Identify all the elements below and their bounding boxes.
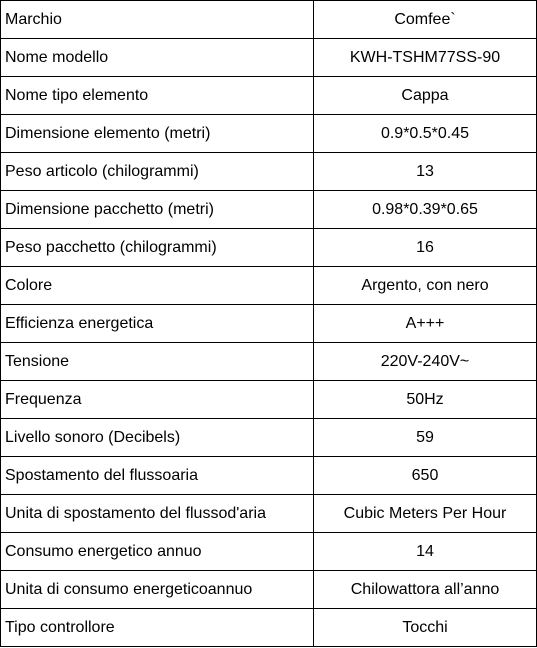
table-row <box>1 609 537 647</box>
row-label: Consumo energetico annuo <box>1 533 314 571</box>
table-row <box>1 305 537 343</box>
row-value: 50Hz <box>314 381 537 419</box>
row-label: Nome modello <box>1 39 314 77</box>
row-label: Frequenza <box>1 381 314 419</box>
row-value: A+++ <box>314 305 537 343</box>
table-row <box>1 495 537 533</box>
row-value: Chilowattora all’anno <box>314 571 537 609</box>
row-label: Tensione <box>1 343 314 381</box>
table-row <box>1 77 537 115</box>
row-label: Dimensione elemento (metri) <box>1 115 314 153</box>
table-row <box>1 381 537 419</box>
row-label: Efficienza energetica <box>1 305 314 343</box>
row-value: 650 <box>314 457 537 495</box>
table-row <box>1 1 537 39</box>
table-row <box>1 115 537 153</box>
table-row <box>1 153 537 191</box>
row-value: 220V-240V~ <box>314 343 537 381</box>
row-value: Cubic Meters Per Hour <box>314 495 537 533</box>
row-label: Livello sonoro (Decibels) <box>1 419 314 457</box>
row-value: Cappa <box>314 77 537 115</box>
row-value: 59 <box>314 419 537 457</box>
row-label: Colore <box>1 267 314 305</box>
row-label: Spostamento del flussoaria <box>1 457 314 495</box>
row-label: Marchio <box>1 1 314 39</box>
table-row <box>1 533 537 571</box>
table-row <box>1 191 537 229</box>
spec-table-body <box>1 1 537 647</box>
table-row <box>1 343 537 381</box>
row-value: KWH-TSHM77SS-90 <box>314 39 537 77</box>
table-row <box>1 457 537 495</box>
row-value: 0.9*0.5*0.45 <box>314 115 537 153</box>
row-label: Peso pacchetto (chilogrammi) <box>1 229 314 267</box>
row-label: Unita di consumo energeticoannuo <box>1 571 314 609</box>
table-row <box>1 39 537 77</box>
row-label: Nome tipo elemento <box>1 77 314 115</box>
row-value: Tocchi <box>314 609 537 647</box>
table-row <box>1 419 537 457</box>
row-value: Argento, con nero <box>314 267 537 305</box>
row-value: Comfee` <box>314 1 537 39</box>
table-row <box>1 267 537 305</box>
table-row <box>1 571 537 609</box>
row-label: Dimensione pacchetto (metri) <box>1 191 314 229</box>
row-value: 16 <box>314 229 537 267</box>
row-label: Tipo controllore <box>1 609 314 647</box>
row-value: 0.98*0.39*0.65 <box>314 191 537 229</box>
table-row <box>1 229 537 267</box>
row-label: Peso articolo (chilogrammi) <box>1 153 314 191</box>
row-value: 14 <box>314 533 537 571</box>
row-label: Unita di spostamento del flussod'aria <box>1 495 314 533</box>
row-value: 13 <box>314 153 537 191</box>
